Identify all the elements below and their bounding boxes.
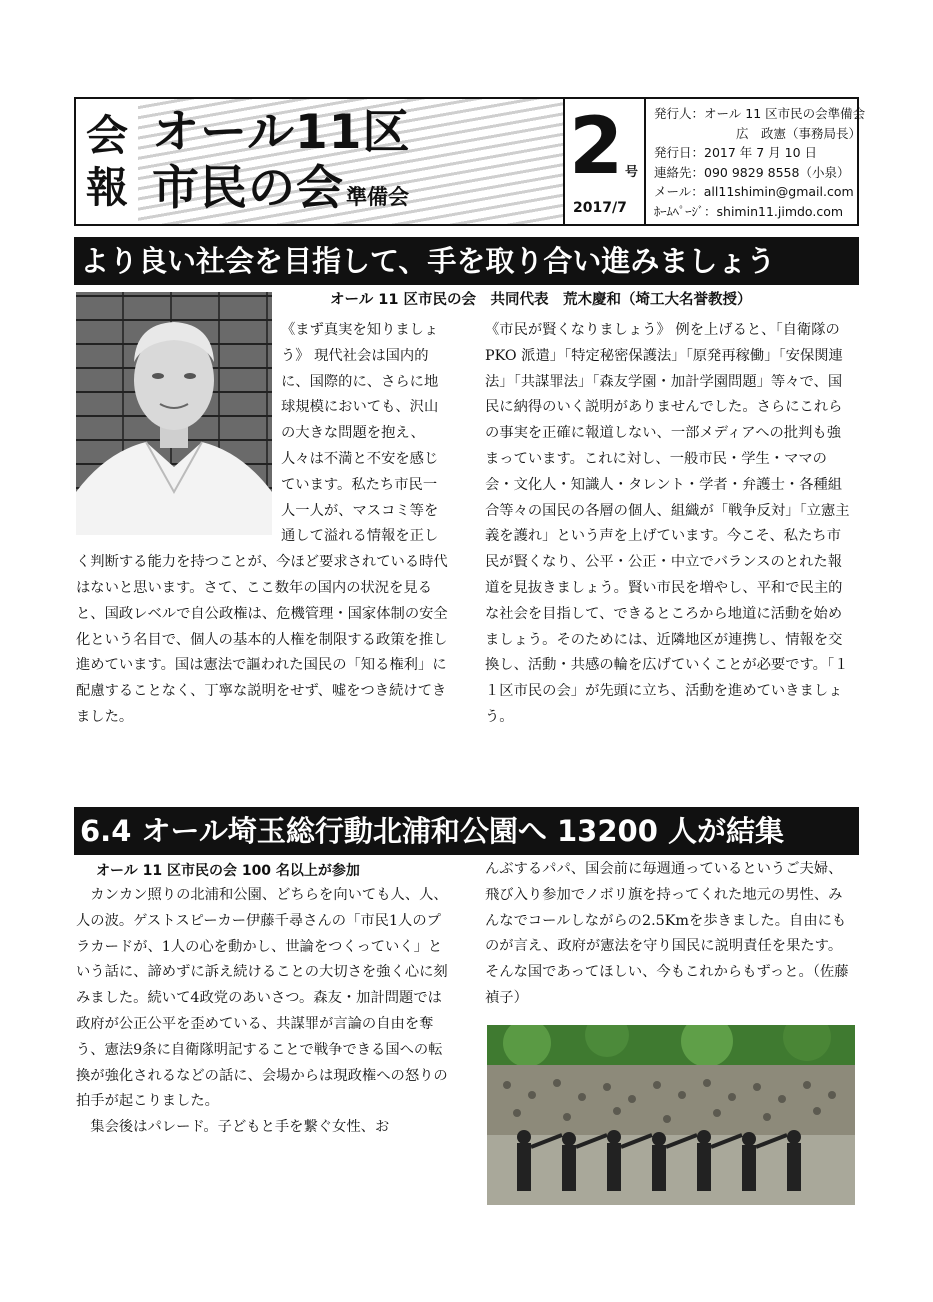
article2-headline: 6.4 オール埼玉総行動北浦和公園へ 13200 人が結集 — [74, 807, 859, 855]
info-date-value: 2017 年 7 月 10 日 — [704, 145, 818, 160]
info-web-key: ﾎｰﾑﾍﾟｰｼﾞ： — [654, 203, 717, 219]
kaiho-char-1: 会 — [85, 110, 128, 160]
article1-right-column — [485, 318, 855, 731]
article1-right-text: 《市民が賢くなりましょう》 例を上げると、「自衛隊の PKO 派遣」「特定秘密保護法」「原発再稼働」「安保関連法」「共謀罪法」「森友学園・加計学園問題」等々で、国民に納得のいく説明がありませんでした。さらにこれらの事実を正確に報道しない、一部メディアへの批判も強まっています。これに対し、一般市民・学生・ママの会・文化人・知識人・タレント・学者・弁護士・各種組合等々の国民の各層の個人、組織が「戦争反対」「立憲主義を護れ」という声を上げています。今こそ、私たち市民が賢くなり、公平・公正・中立でバランスのとれた報道を見抜きましょう。賢い市民を増やし、平和で民主的な社会を目指して、できるところから地道に活動を始めましょう。そのためには、近隣地区が連携し、情報を交換し、活動・共感の輪を広げていくことが必要です。「１１区市民の会」が先頭に立ち、活動を進めていきましょう。 — [485, 322, 850, 725]
article2-right-text: んぶするパパ、国会前に毎週通っているというご夫婦、飛び入り参加でノボリ旗を持ってくれた地元の男性、みんなでコールしながらの2.5Kmを歩きました。自由にものが言え、政府が憲法を守り国民に説明責任を果たす。そんな国であってほしい、今もこれからもずっと。（佐藤禎子） — [485, 861, 849, 1006]
info-publisher — [654, 104, 866, 124]
info-contact — [654, 163, 859, 183]
rally-illustration — [487, 1025, 855, 1205]
article2-left-column — [76, 883, 448, 1141]
title-sub: 準備会 — [346, 185, 409, 209]
article1-headline: より良い社会を目指して、手を取り合い進みましょう — [74, 237, 859, 285]
info-contact-value: 090 9829 8558（小泉） — [704, 164, 850, 180]
article1-byline: オール 11 区市民の会 共同代表 荒木慶和（埼工大名誉教授） — [330, 292, 752, 308]
article1-left-text: 《まず真実を知りましょう》 現代社会は国内的に、国際的に、さらに地球規模においても、沢山の大きな問題を抱え、人々は不満と不安を感じています。私たち市民一人一人が、マスコミ等を通して溢れる情報を正しく判断する能力を持つことが、今ほど要求されている時代はないと思います。さて、ここ数年の国内の状況を見ると、国政レベルで自公政権は、危機管理・国家体制の安全化という名目で、個人の基本的人権を制限する政策を推し進めています。国は憲法で謳われた国民の「知る権利」に配慮することなく、丁寧な説明をせず、嘘をつき続けてきました。 — [76, 322, 448, 725]
article2-paragraph-2: 集会後はパレード。子どもと手を繋ぐ女性、お — [90, 1119, 390, 1136]
photo-text-wrap-spacer — [76, 318, 281, 536]
issue-date: 2017/7 — [573, 200, 627, 216]
article2-right-column — [485, 857, 855, 1012]
info-date-key: 発行日： — [654, 145, 705, 160]
info-date — [654, 143, 859, 163]
issue-box — [563, 99, 646, 224]
issue-number: 2 — [569, 102, 624, 192]
title-line-1: オール11区 — [152, 105, 411, 160]
article2-subhead: オール 11 区市民の会 100 名以上が参加 — [96, 863, 360, 879]
info-publisher-value: オール 11 区市民の会準備会 — [704, 106, 866, 121]
info-mail-value[interactable]: all11shimin@gmail.com — [703, 184, 854, 199]
article1-left-column — [76, 318, 448, 731]
issue-suffix: 号 — [625, 165, 639, 180]
info-publisher-key: 発行人： — [654, 106, 705, 121]
rally-crowd-photo — [487, 1025, 855, 1205]
kaiho-label — [76, 99, 140, 224]
info-contact-key: 連絡先： — [654, 164, 705, 180]
info-mail-key: メール： — [654, 184, 704, 199]
newsletter-title — [138, 99, 563, 224]
info-web-value[interactable]: shimin11.jimdo.com — [716, 203, 844, 219]
article2-paragraph-1: カンカン照りの北浦和公園、どちらを向いても人、人、人の波。ゲストスピーカー伊藤千尋さんの「市民1人のプラカードが、1人の心を動かし、世論をつくっていく」という話に、諦めずに訴え続けることの大切さを強く心に刻みました。続いて4政党のあいさつ。森友・加計問題では政府が公正公平を歪めている、共謀罪が言論の自由を奪う、憲法9条に自衛隊明記することで戦争できる国への転換が強化されるなどの話に、会場からは現政権への怒りの拍手が起こりました。 — [76, 887, 448, 1110]
info-mail — [654, 182, 859, 202]
publisher-info — [654, 104, 866, 221]
info-web — [654, 202, 859, 222]
title-line-2 — [152, 161, 409, 224]
title-main: 市民の会 — [152, 161, 344, 216]
masthead — [74, 97, 866, 226]
info-publisher-person: 広 政憲（事務局長） — [736, 125, 862, 141]
kaiho-char-2: 報 — [85, 162, 128, 212]
